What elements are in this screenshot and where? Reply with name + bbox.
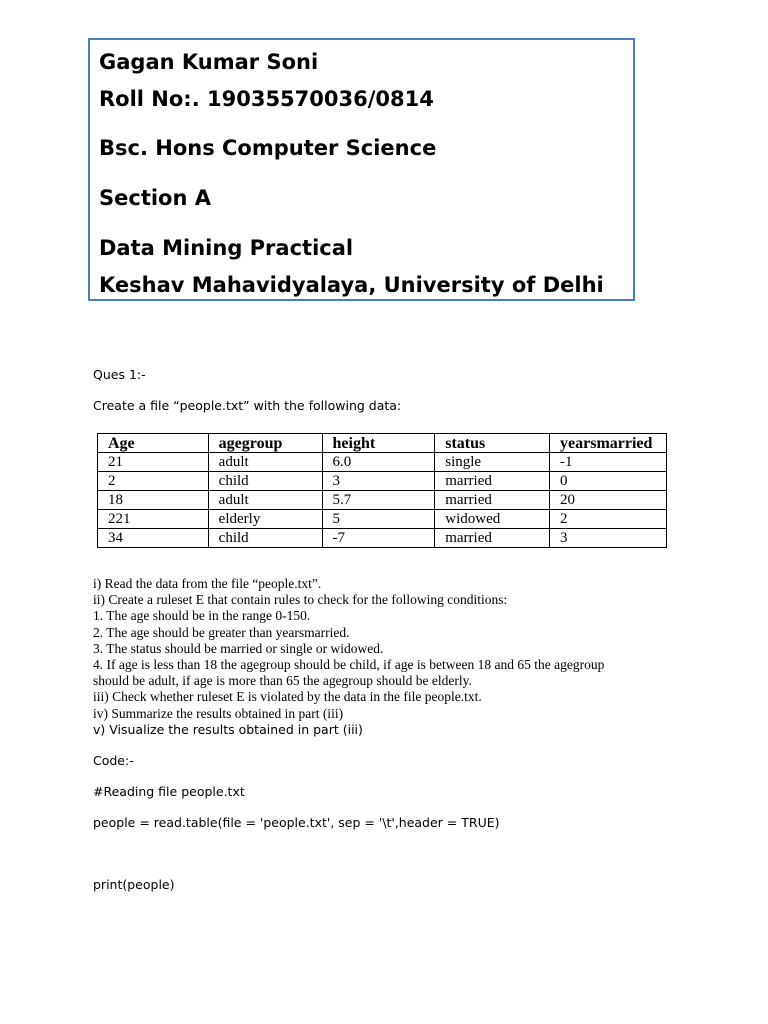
table-row bbox=[98, 453, 667, 472]
table-cell: married bbox=[435, 491, 550, 510]
table-cell: 3 bbox=[322, 472, 435, 491]
table-cell: 34 bbox=[98, 529, 209, 548]
table-cell: 6.0 bbox=[322, 453, 435, 472]
table-row bbox=[98, 491, 667, 510]
section-label: Section A bbox=[99, 186, 211, 210]
instructions-list bbox=[93, 576, 604, 738]
table-row bbox=[98, 472, 667, 491]
people-data-table bbox=[97, 433, 667, 548]
table-cell: 21 bbox=[98, 453, 209, 472]
table-cell: married bbox=[435, 529, 550, 548]
table-row bbox=[98, 529, 667, 548]
column-header: yearsmarried bbox=[550, 434, 667, 453]
table-cell: -1 bbox=[550, 453, 667, 472]
column-header: agegroup bbox=[208, 434, 322, 453]
table-cell: 18 bbox=[98, 491, 209, 510]
code-label: Code:- bbox=[93, 753, 134, 768]
table-cell: 3 bbox=[550, 529, 667, 548]
table-cell: adult bbox=[208, 453, 322, 472]
student-name: Gagan Kumar Soni bbox=[99, 50, 319, 74]
table-cell: child bbox=[208, 529, 322, 548]
instruction-line: iv) Summarize the results obtained in part (iii) bbox=[93, 705, 344, 721]
table-cell: 20 bbox=[550, 491, 667, 510]
instruction-line: ii) Create a ruleset E that contain rules to check for the following conditions: bbox=[93, 592, 508, 608]
subject-title: Data Mining Practical bbox=[99, 236, 354, 260]
table-cell: child bbox=[208, 472, 322, 491]
code-comment: #Reading file people.txt bbox=[93, 784, 245, 799]
college-name: Keshav Mahavidyalaya, University of Delhi bbox=[99, 273, 604, 297]
table-cell: 2 bbox=[550, 510, 667, 529]
table-cell: 0 bbox=[550, 472, 667, 491]
table-cell: adult bbox=[208, 491, 322, 510]
table-cell: elderly bbox=[208, 510, 322, 529]
instruction-line: v) Visualize the results obtained in part (iii) bbox=[93, 721, 363, 737]
table-cell: 5 bbox=[322, 510, 435, 529]
table-cell: married bbox=[435, 472, 550, 491]
instruction-line: 3. The status should be married or single or widowed. bbox=[93, 640, 384, 656]
instruction-line: i) Read the data from the file “people.txt”. bbox=[93, 576, 322, 591]
instruction-line: 1. The age should be in the range 0-150. bbox=[93, 608, 311, 624]
table-cell: 2 bbox=[98, 472, 209, 491]
column-header: Age bbox=[98, 434, 209, 453]
question-label: Ques 1:- bbox=[93, 367, 146, 382]
instruction-line: 4. If age is less than 18 the agegroup should be child, if age is between 18 and 65 the agegroup bbox=[93, 656, 605, 672]
course-title: Bsc. Hons Computer Science bbox=[99, 136, 437, 160]
instruction-line: 2. The age should be greater than yearsmarried. bbox=[93, 624, 350, 640]
instruction-line: iii) Check whether ruleset E is violated by the data in the file people.txt. bbox=[93, 689, 482, 705]
column-header: height bbox=[322, 434, 435, 453]
instruction-line: should be adult, if age is more than 65 the agegroup should be elderly. bbox=[93, 673, 472, 689]
table-header-row bbox=[98, 434, 667, 453]
table-cell: single bbox=[435, 453, 550, 472]
table-cell: widowed bbox=[435, 510, 550, 529]
table-cell: -7 bbox=[322, 529, 435, 548]
code-line-print: print(people) bbox=[93, 877, 175, 892]
table-row bbox=[98, 510, 667, 529]
header-box bbox=[88, 38, 635, 301]
table-cell: 221 bbox=[98, 510, 209, 529]
table-cell: 5.7 bbox=[322, 491, 435, 510]
roll-number: Roll No:. 19035570036/0814 bbox=[99, 87, 434, 111]
code-line-read-table: people = read.table(file = 'people.txt', sep = '\t',header = TRUE) bbox=[93, 815, 500, 830]
question-intro: Create a file “people.txt” with the following data: bbox=[93, 398, 402, 413]
column-header: status bbox=[435, 434, 550, 453]
